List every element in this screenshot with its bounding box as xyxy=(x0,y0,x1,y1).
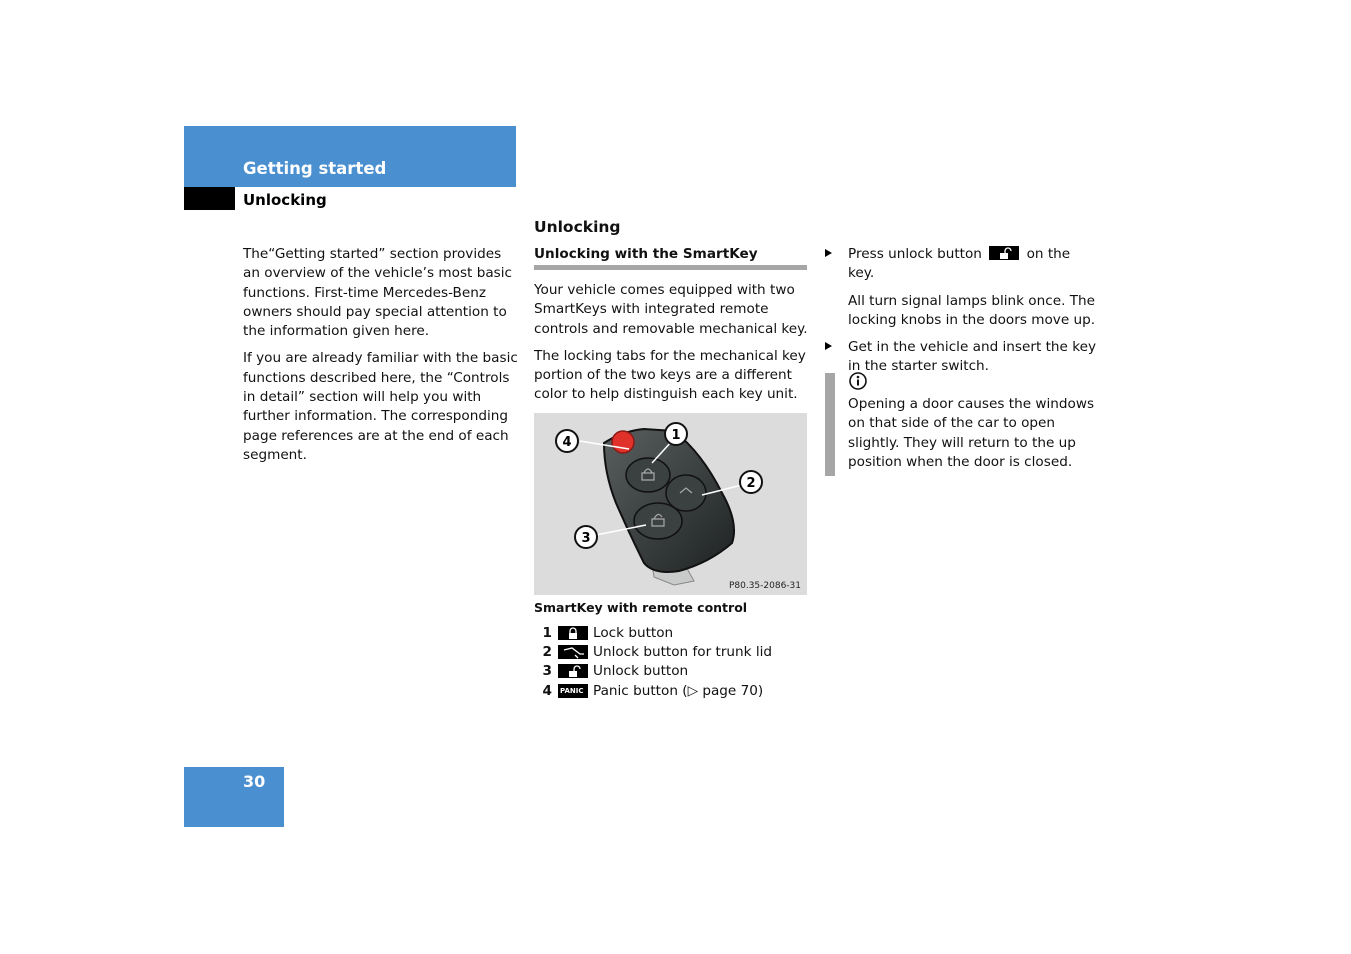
step-1-text-before: Press unlock button xyxy=(848,246,982,262)
svg-text:1: 1 xyxy=(671,428,681,443)
svg-text:3: 3 xyxy=(581,531,591,546)
legend-number: 4 xyxy=(542,682,552,699)
smartkey-illustration xyxy=(534,413,807,595)
steps-column xyxy=(825,245,1100,385)
legend-item-lock xyxy=(534,623,808,642)
legend-label: Unlock button xyxy=(593,663,689,680)
callout-2 xyxy=(740,471,762,493)
page-number: 30 xyxy=(243,772,266,791)
bullet-triangle-icon xyxy=(825,342,832,350)
svg-text:4: 4 xyxy=(562,435,572,450)
intro-paragraph-2: If you are already familiar with the basic functions described here, the “Controls in detail” section will help you with further information. The corresponding page references are at the end of each segment. xyxy=(243,350,518,463)
main-paragraph-2: The locking tabs for the mechanical key portion of the two keys are a different color to help distinguish each key unit. xyxy=(534,347,806,403)
lock-icon xyxy=(558,626,588,640)
legend-list xyxy=(534,623,808,700)
legend-item-trunk xyxy=(534,642,808,661)
main-heading: Unlocking xyxy=(534,218,621,236)
legend-number: 2 xyxy=(542,643,552,660)
panic-icon xyxy=(558,684,588,698)
main-paragraph-1: Your vehicle comes equipped with two SmartKeys with integrated remote controls and removable mechanical key. xyxy=(534,282,808,337)
legend-label: Panic button (▷ page 70) xyxy=(593,682,764,699)
callout-3 xyxy=(575,526,597,548)
unlock-button-shape xyxy=(634,503,682,539)
figure-caption: SmartKey with remote control xyxy=(534,600,748,615)
main-body xyxy=(534,281,808,413)
step-1-result: All turn signal lamps blink once. The locking knobs in the doors move up. xyxy=(848,292,1096,328)
legend-label: Lock button xyxy=(593,624,674,641)
legend-number: 3 xyxy=(542,663,552,680)
step-2 xyxy=(825,338,1100,377)
intro-column xyxy=(243,245,518,473)
callout-4 xyxy=(556,430,578,452)
note-text: Opening a door causes the windows on that side of the car to open slightly. They will return to the up position when the door is closed. xyxy=(848,396,1095,470)
page-number-box xyxy=(184,767,284,827)
legend-item-unlock xyxy=(534,662,808,681)
section-title: Getting started xyxy=(243,159,387,178)
legend-number: 1 xyxy=(542,624,552,641)
subsection-title: Unlocking xyxy=(243,191,327,209)
info-icon xyxy=(849,372,867,394)
sub-heading: Unlocking with the SmartKey xyxy=(534,246,807,270)
bullet-triangle-icon xyxy=(825,249,832,257)
note-bar xyxy=(825,373,835,476)
step-2-text: Get in the vehicle and insert the key in the starter switch. xyxy=(848,339,1097,375)
svg-text:2: 2 xyxy=(746,476,756,491)
legend-item-panic xyxy=(534,681,808,700)
intro-paragraph-1: The“Getting started” section provides an overview of the vehicle’s most basic functions. First-time Mercedes-Benz owners should pay special attention to the information given here. xyxy=(243,246,512,340)
smartkey-figure xyxy=(534,413,807,595)
unlock-icon xyxy=(989,246,1019,260)
panic-icon-text: PANIC xyxy=(560,686,584,695)
trunk-icon xyxy=(558,645,588,659)
section-tab-marker xyxy=(184,187,235,210)
legend-label: Unlock button for trunk lid xyxy=(593,643,773,660)
panic-button-shape xyxy=(612,431,634,453)
callout-1 xyxy=(665,423,687,445)
step-1-text-after: on the key. xyxy=(848,246,1071,282)
unlock-icon xyxy=(558,664,588,678)
lock-button-shape xyxy=(626,458,670,492)
step-1 xyxy=(825,245,1100,284)
figure-code: P80.35-2086-31 xyxy=(728,581,801,591)
